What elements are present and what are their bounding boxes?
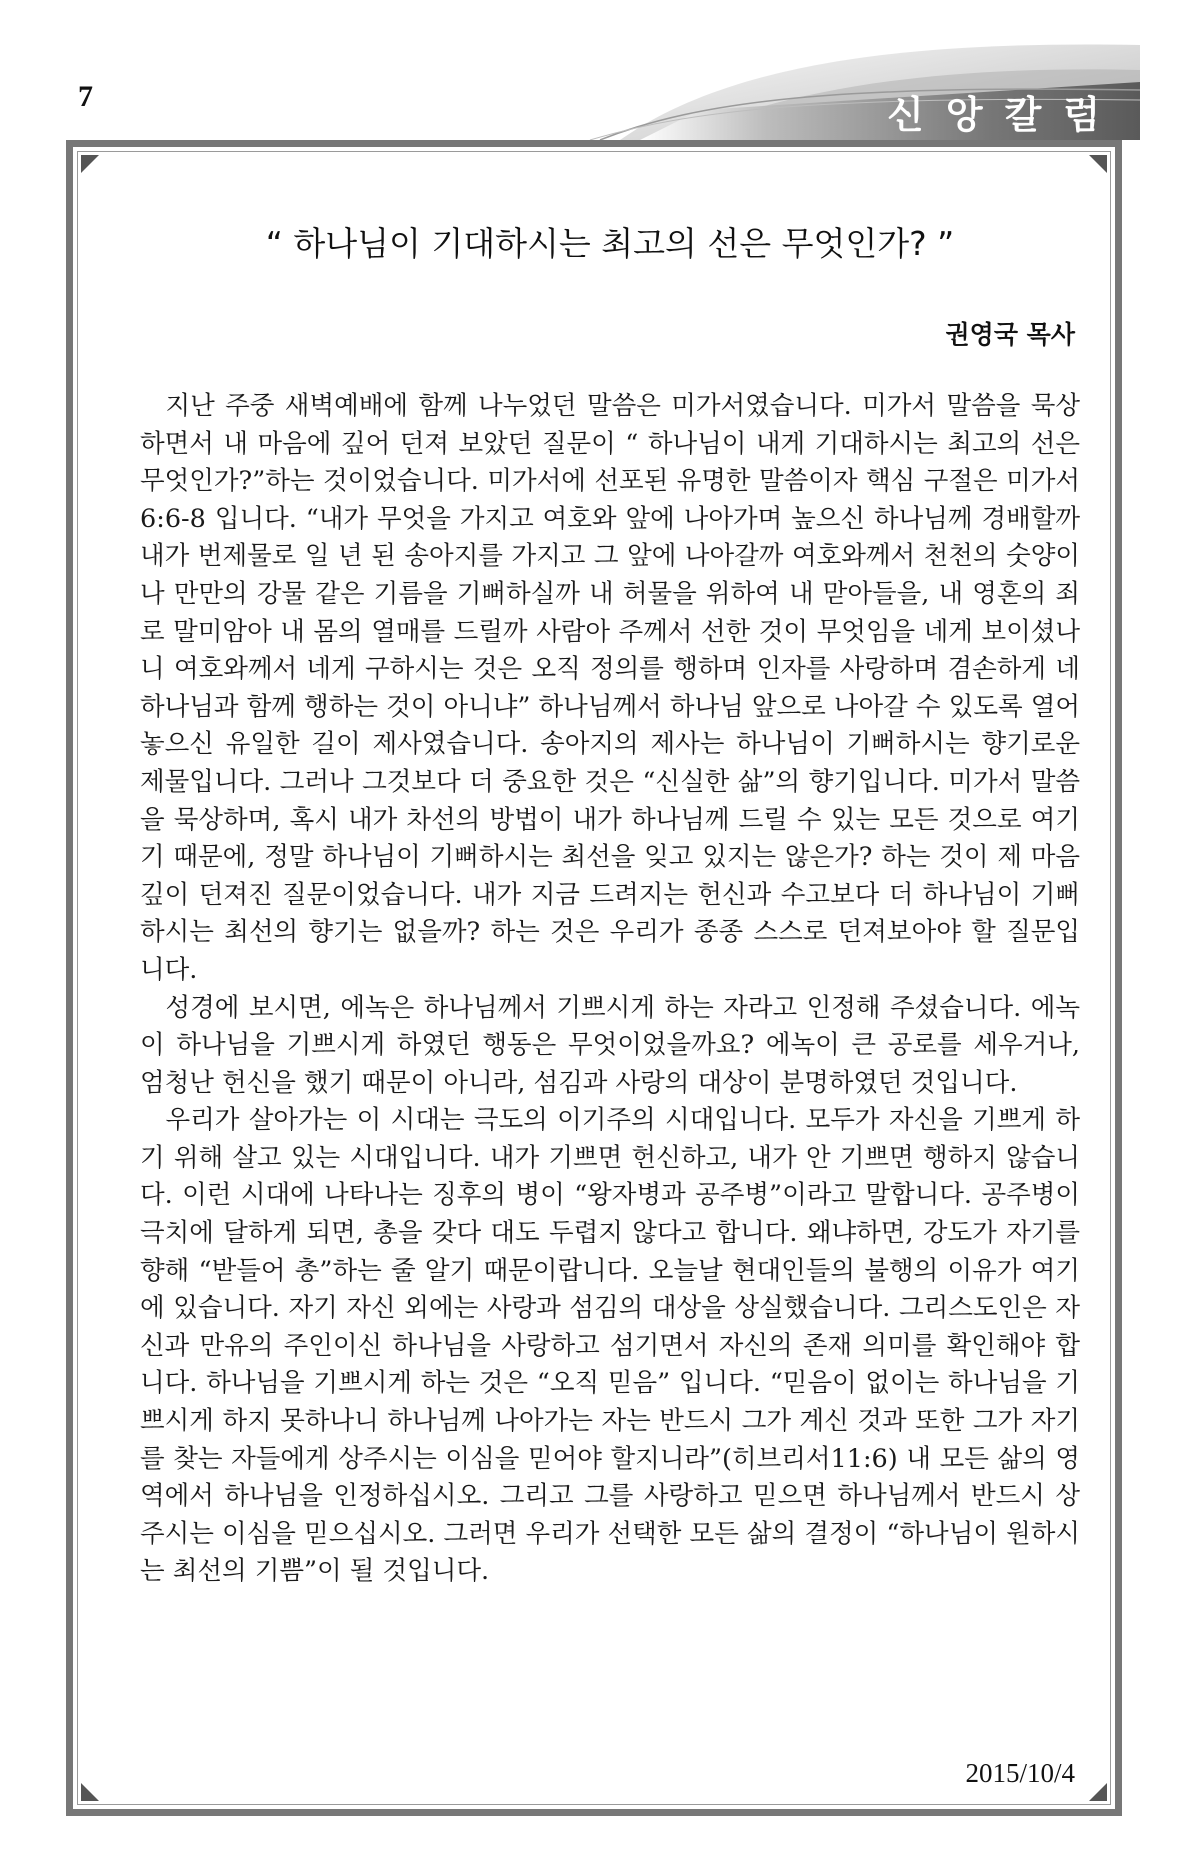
- corner-ornament-bottom-right: [1089, 1783, 1107, 1801]
- section-label: 신앙칼럼: [887, 93, 1122, 137]
- corner-ornament-top-right: [1089, 155, 1107, 173]
- paragraph: 우리가 살아가는 이 시대는 극도의 이기주의 시대입니다. 모두가 자신을 기쁘게 하기 위해 살고 있는 시대입니다. 내가 기쁘면 헌신하고, 내가 안 기쁘면 행하지 않습니다. 이런 시대에 나타나는 징후의 병이 “왕자병과 공주병”이라고 말합니다. 공주병이 극치에 달하게 되면, 총을 갖다 대도 두렵지 않다고 합니다. 왜냐하면, 강도가 자기를 향해 “받들어 총”하는 줄 알기 때문이랍니다. 오늘날 현대인들의 불행의 이유가 여기에 있습니다. 자기 자신 외에는 사랑과 섬김의 대상을 상실했습니다. 그리스도인은 자신과 만유의 주인이신 하나님을 사랑하고 섬기면서 자신의 존재 의미를 확인해야 합니다. 하나님을 기쁘시게 하는 것은 “오직 믿음” 입니다. “믿음이 없이는 하나님을 기쁘시게 하지 못하나니 하나님께 나아가는 자는 반드시 그가 계신 것과 또한 그가 자기를 찾는 자들에게 상주시는 이심을 믿어야 할지니라”(히브리서11:6) 내 모든 삶의 영역에서 하나님을 인정하십시오. 그리고 그를 사랑하고 믿으면 하나님께서 반드시 상주시는 이심을 믿으십시오. 그러면 우리가 선택한 모든 삶의 결정이 “하나님이 원하시는 최선의 기쁨”이 될 것입니다.: [140, 1105, 1080, 1587]
- page-number: 7: [78, 80, 93, 113]
- paragraph: 성경에 보시면, 에녹은 하나님께서 기쁘시게 하는 자라고 인정해 주셨습니다. 에녹이 하나님을 기쁘시게 하였던 행동은 무엇이었을까요? 에녹이 큰 공로를 세우거나, 엄청난 헌신을 했기 때문이 아니라, 섬김과 사랑의 대상이 분명하였던 것입니다.: [140, 992, 1080, 1098]
- article-date: 2015/10/4: [965, 1758, 1075, 1788]
- corner-ornament-top-left: [81, 155, 99, 173]
- article-title: “ 하나님이 기대하시는 최고의 선은 무엇인가? ”: [265, 224, 955, 263]
- article-body: [140, 388, 1080, 1591]
- article-author: 권영국 목사: [945, 320, 1075, 349]
- corner-ornament-bottom-left: [81, 1783, 99, 1801]
- paragraph: 지난 주중 새벽예배에 함께 나누었던 말씀은 미가서였습니다. 미가서 말씀을 묵상하면서 내 마음에 깊어 던져 보았던 질문이 “ 하나님이 내게 기대하시는 최고의 선은 무엇인가?”하는 것이었습니다. 미가서에 선포된 유명한 말씀이자 핵심 구절은 미가서 6:6-8 입니다. “내가 무엇을 가지고 여호와 앞에 나아가며 높으신 하나님께 경배할까 내가 번제물로 일 년 된 송아지를 가지고 그 앞에 나아갈까 여호와께서 천천의 숫양이나 만만의 강물 같은 기름을 기뻐하실까 내 허물을 위하여 내 맏아들을, 내 영혼의 죄로 말미암아 내 몸의 열매를 드릴까 사람아 주께서 선한 것이 무엇임을 네게 보이셨나니 여호와께서 네게 구하시는 것은 오직 정의를 행하며 인자를 사랑하며 겸손하게 네 하나님과 함께 행하는 것이 아니냐” 하나님께서 하나님 앞으로 나아갈 수 있도록 열어놓으신 유일한 길이 제사였습니다. 송아지의 제사는 하나님이 기뻐하시는 향기로운 제물입니다. 그러나 그것보다 더 중요한 것은 “신실한 삶”의 향기입니다. 미가서 말씀을 묵상하며, 혹시 내가 차선의 방법이 내가 하나님께 드릴 수 있는 모든 것으로 여기기 때문에, 정말 하나님이 기뻐하시는 최선을 잊고 있지는 않은가? 하는 것이 제 마음 깊이 던져진 질문이었습니다. 내가 지금 드려지는 헌신과 수고보다 더 하나님이 기뻐하시는 최선의 향기는 없을까? 하는 것은 우리가 종종 스스로 던져보아야 할 질문입니다.: [140, 391, 1080, 985]
